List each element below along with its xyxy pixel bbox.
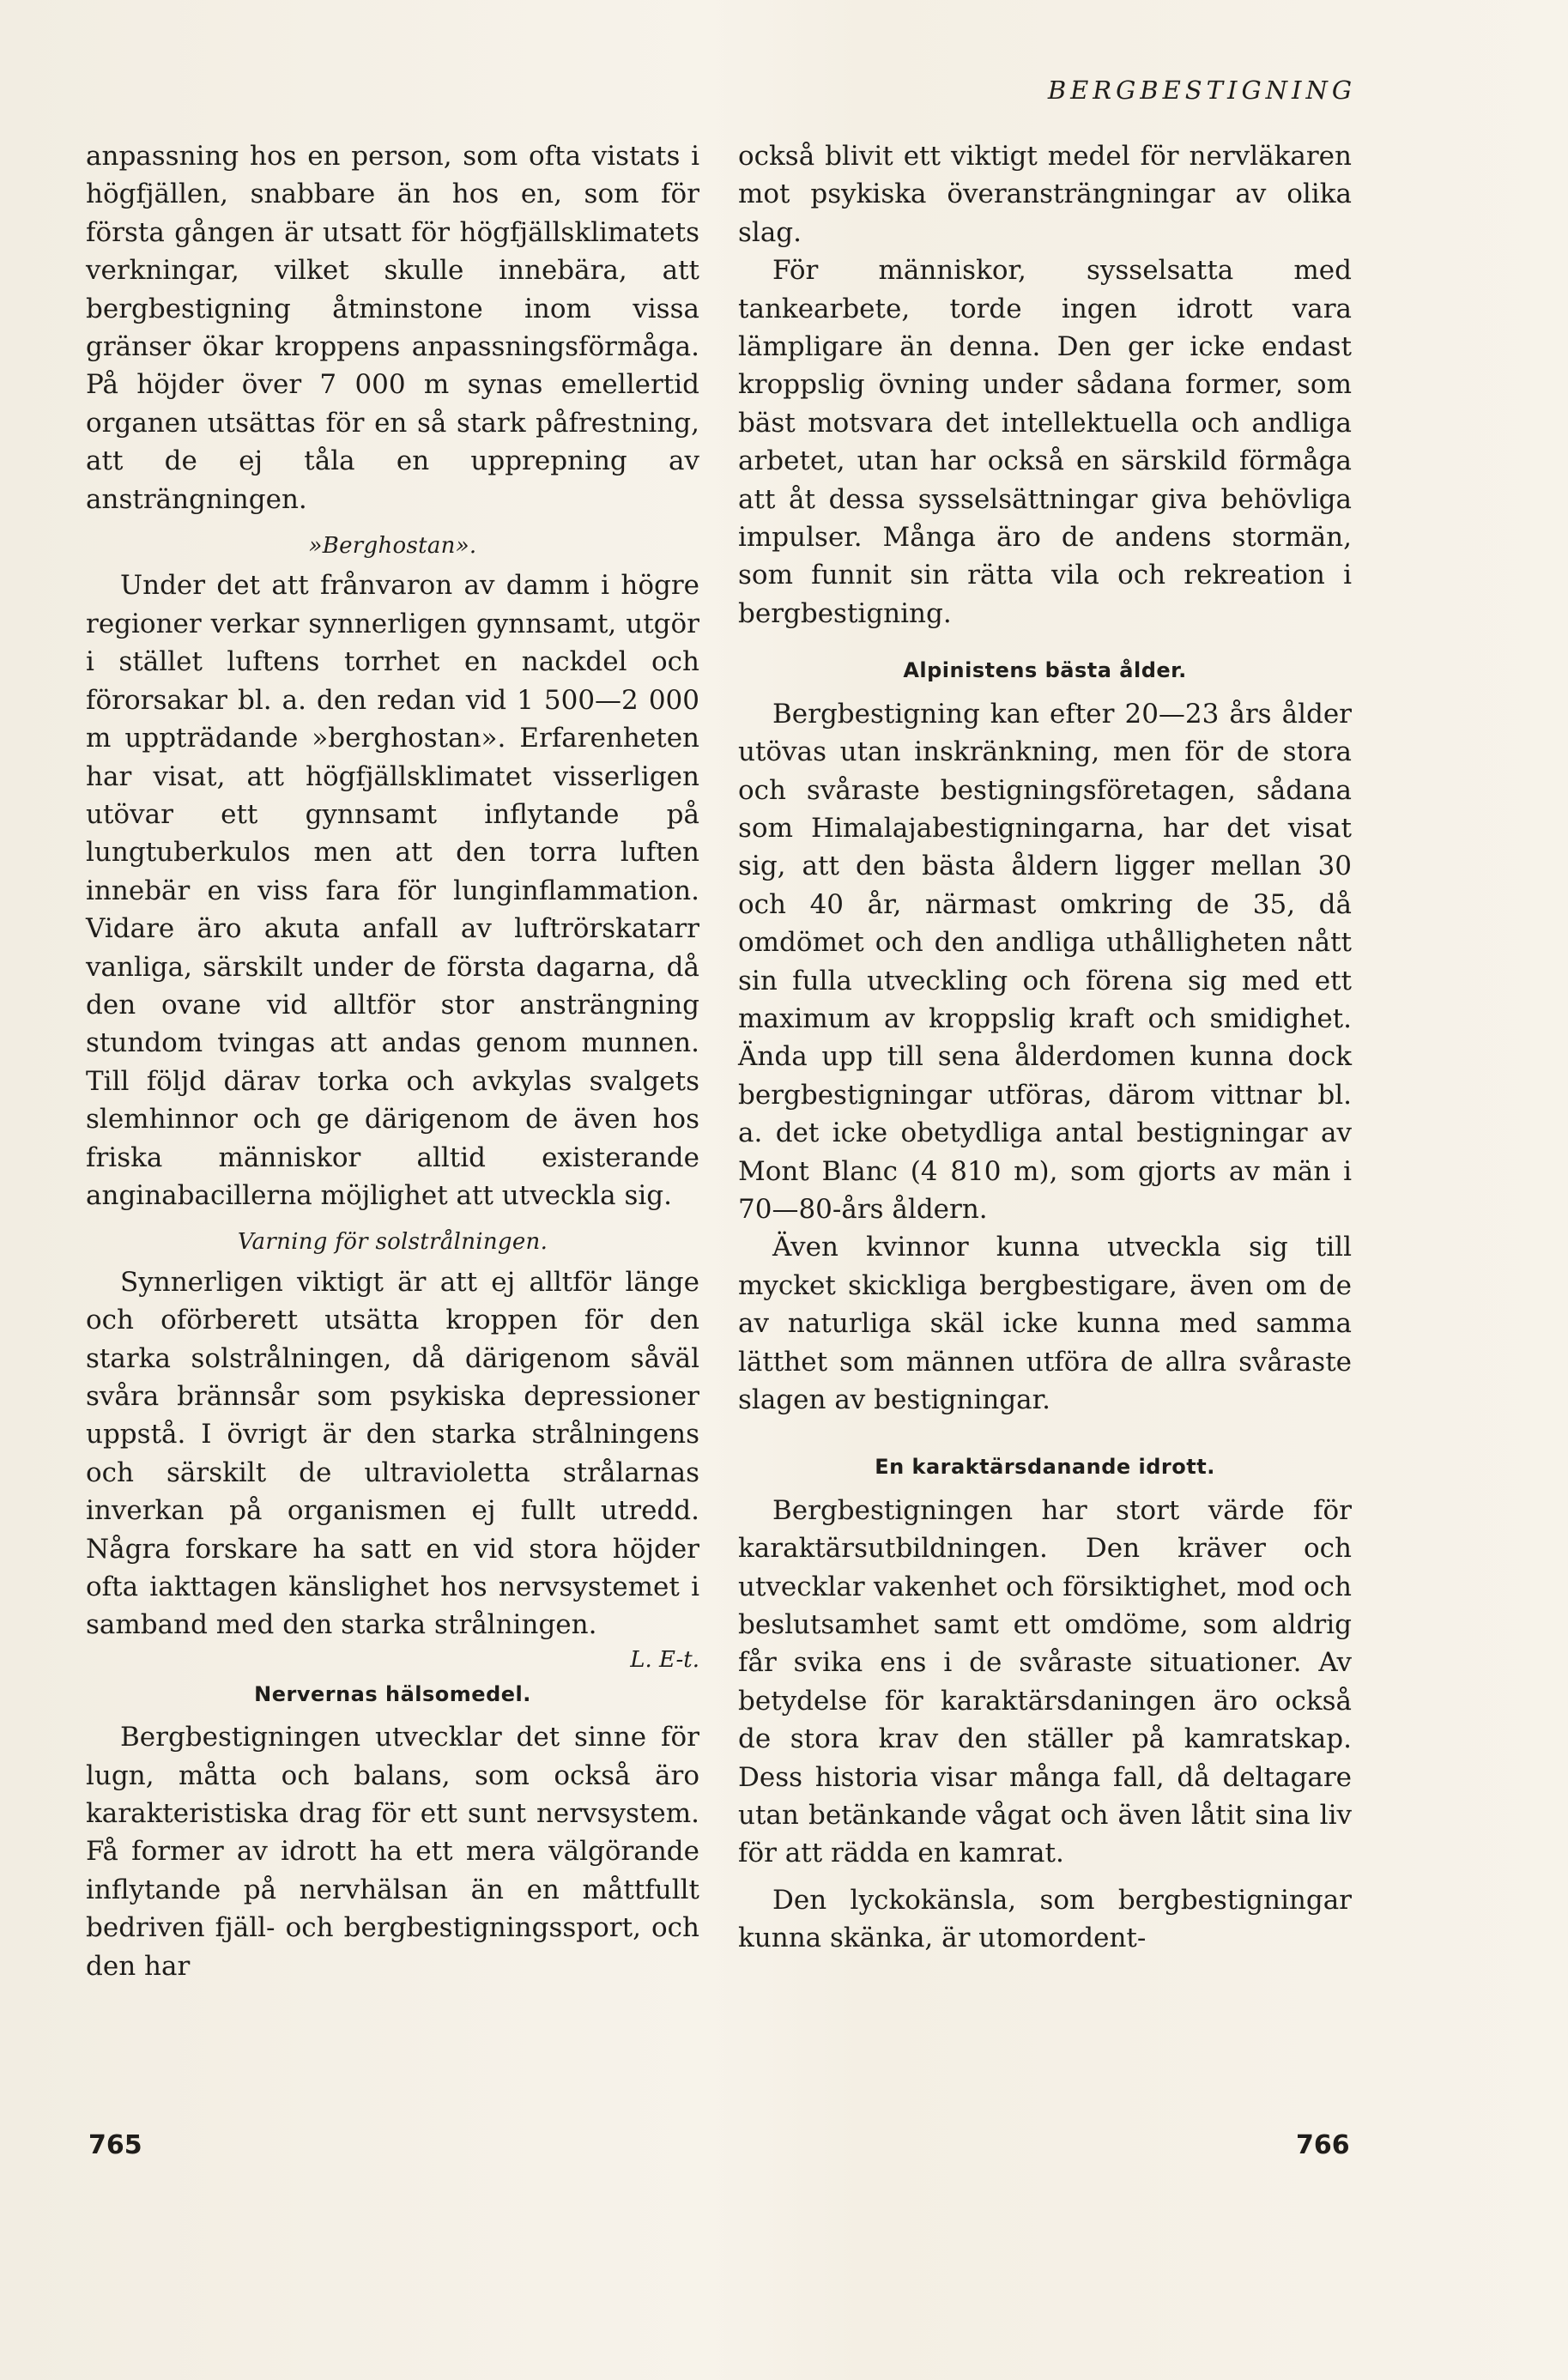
section-heading: Nervernas hälsomedel. — [254, 1681, 531, 1706]
section-heading: »Berghostan». — [308, 533, 477, 560]
paragraph: också blivit ett viktigt medel för nervläkaren mot psykiska överansträngningar av olika slag. — [738, 141, 1352, 248]
paragraph: Bergbestigningen har stort värde för karaktärsutbildningen. Den kräver och utvecklar vakenhet och försiktighet, mod och beslutsamhet samt ett omdöme, som aldrig får svika ens i de svåraste situationer. Av betydelse för karaktärsdaningen äro också de stora krav den ställer på kamratskap. Dess historia visar många fall, då deltagare utan betänkande vågat och även låtit sina liv för att rädda en kamrat. — [738, 1494, 1352, 1869]
section-heading: Varning för solstrålningen. — [237, 1229, 548, 1256]
paragraph: Den lyckokänsla, som bergbestigningar kunna skänka, är utomordent- — [738, 1884, 1352, 1954]
paragraph: Synnerligen viktigt är att ej alltför länge och oförberett utsätta kroppen för den starka solstrålningen, då därigenom såväl svåra brännsår som psykiska depressioner uppstå. I övrigt är den starka strålningens och särskilt de ultravioletta strålarnas inverkan på organismen ej fullt utredd. Några forskare ha satt en vid stora höjder ofta iakttagen känslighet hos nervsystemet i samband med den starka strålningen. — [86, 1266, 699, 1641]
section-heading: Alpinistens bästa ålder. — [903, 658, 1187, 683]
paragraph: Under det att frånvaron av damm i högre regioner verkar synnerligen gynnsamt, utgör i stället luftens torrhet en nackdel och förorsakar bl. a. den redan vid 1 500—2 000 m uppträdande »berghostan». Erfarenheten har visat, att högfjällsklimatet visserligen utövar ett gynnsamt inflytande på lungtuberkulos men att den torra luften innebär en viss fara för lunginflammation. Vidare äro akuta anfall av luftrörskatarr vanliga, särskilt under de första dagarna, då den ovane vid alltför stor ansträngning stundom tvingas att andas genom munnen. Till följd därav torka och avkylas svalgets slemhinnor och ge därigenom de även hos friska människor alltid existerande anginabacillerna möjlighet att utveckla sig. — [86, 570, 699, 1211]
author-signature: L. E-t. — [630, 1646, 699, 1673]
paragraph: Bergbestigning kan efter 20—23 års ålder utövas utan inskränkning, men för de stora och svåraste bestigningsföretagen, sådana som Himalajabestigningarna, har det visat sig, att den bästa åldern ligger mellan 30 och 40 år, närmast omkring de 35, då omdömet och den andliga uthålligheten nått sin fulla utveckling och förena sig med ett maximum av kroppslig kraft och smidighet. Ända upp till sena ålderdomen kunna dock bergbestigningar utföras, därom vittnar bl. a. det icke obetydliga antal bestigningar av Mont Blanc (4 810 m), som gjorts av män i 70—80-års åldern. — [738, 698, 1352, 1225]
paragraph: anpassning hos en person, som ofta vistats i högfjällen, snabbare än hos en, som för första gången är utsatt för högfjällsklimatets verkningar, vilket skulle innebära, att bergbestigning åtminstone inom vissa gränser ökar kroppens anpassningsförmåga. På höjder över 7 000 m synas emellertid organen utsättas för en så stark påfrestning, att de ej tåla en upprepning av ansträngningen. — [86, 141, 699, 515]
paragraph: Även kvinnor kunna utveckla sig till mycket skickliga bergbestigare, även om de av naturliga skäl icke kunna med samma lätthet som männen utföra de allra svåraste slagen av bestigningar. — [738, 1232, 1352, 1415]
paragraph: För människor, sysselsatta med tankearbete, torde ingen idrott vara lämpligare än denna. Den ger icke endast kroppslig övning under sådana former, som bäst motsvara det intellektuella och andliga arbetet, utan har också en särskild förmåga att åt dessa sysselsättningar giva behövliga impulser. Många äro de andens stormän, som funnit sin rätta vila och rekreation i bergbestigning. — [738, 255, 1352, 629]
left-column — [86, 137, 699, 1985]
page-number-right: 766 — [1296, 2130, 1350, 2160]
right-column — [738, 137, 1352, 1958]
page-number-left: 765 — [88, 2130, 142, 2160]
paragraph: Bergbestigningen utvecklar det sinne för lugn, måtta och balans, som också äro karakteristiska drag för ett sunt nervsystem. Få former av idrott ha ett mera välgörande inflytande på nervhälsan än en måttfullt bedriven fjäll- och bergbestigningssport, och den har — [86, 1722, 699, 1982]
running-head: BERGBESTIGNING — [1047, 76, 1356, 105]
section-heading: En karaktärsdanande idrott. — [875, 1455, 1215, 1480]
